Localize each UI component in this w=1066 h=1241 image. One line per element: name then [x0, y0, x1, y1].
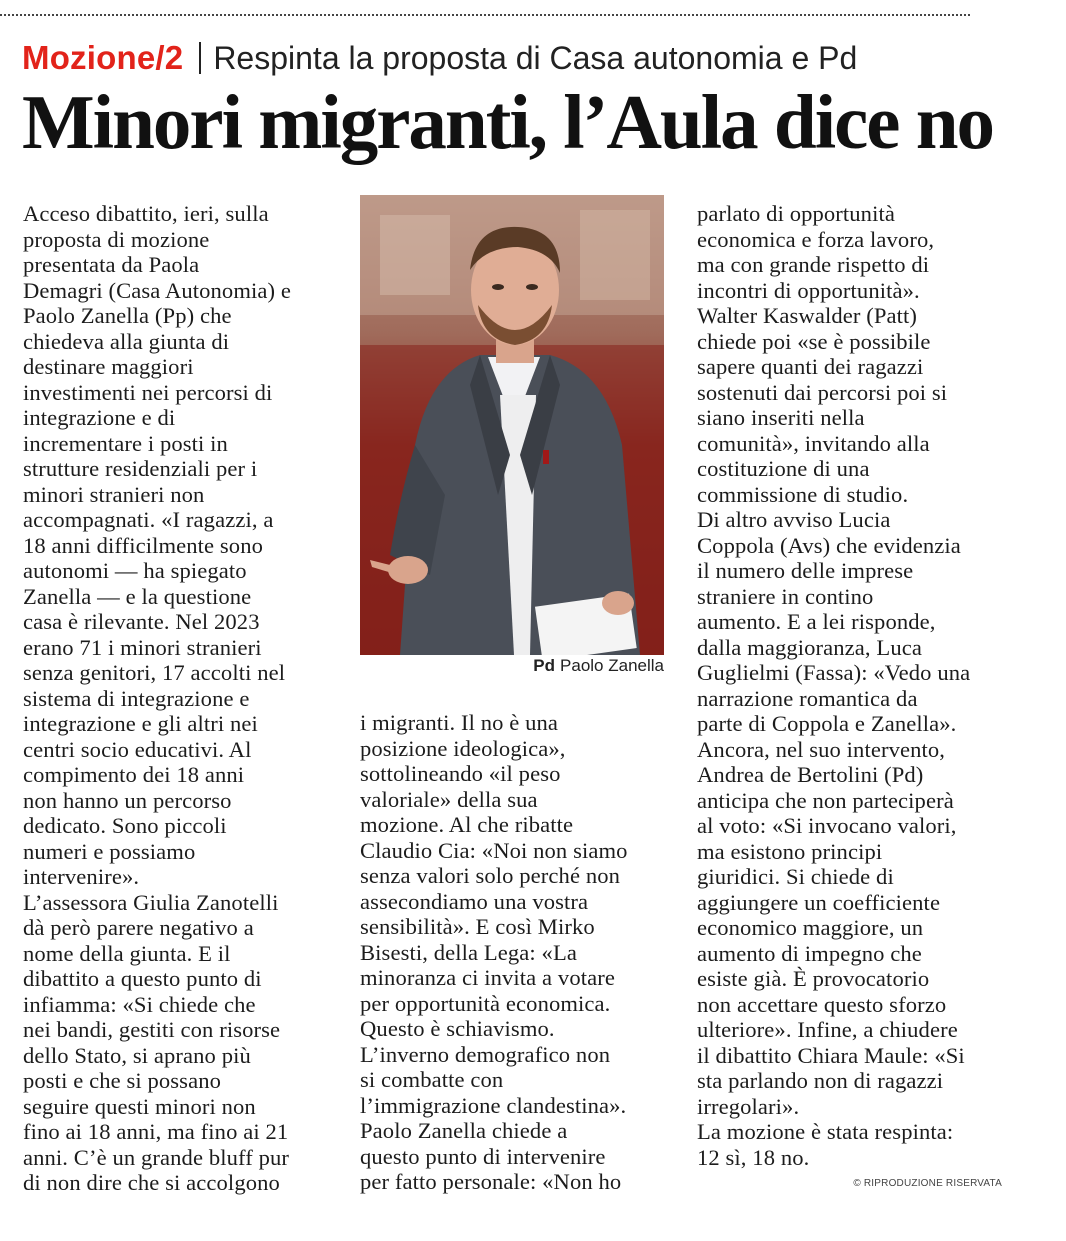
article-photo	[360, 195, 664, 655]
article-column-1: Acceso dibattito, ieri, sulla proposta di mozione presentata da Paola Demagri (Casa Autonomia) e Paolo Zanella (Pp) che chiedeva alla giunta di destinare maggiori investimenti nei percorsi di integrazione e di incrementare i posti in strutture residenziali per i minori stranieri non accompagnati. «I ragazzi, a 18 anni difficilmente sono autonomi — ha spiegato Zanella — e la questione casa è rilevante. Nel 2023 erano 71 i minori stranieri senza genitori, 17 accolti nel sistema di integrazione e integrazione e gli altri nei centri socio educativi. Al compimento dei 18 anni non hanno un percorso dedicato. Sono piccoli numeri e possiamo intervenire». L’assessora Giulia Zanotelli dà però parere negativo a nome della giunta. E il dibattito a questo punto di infiamma: «Si chiede che nei bandi, gestiti con risorse dello Stato, si aprano più posti e che si possano seguire questi minori non fino ai 18 anni, ma fino ai 21 anni. C’è un grande bluff pur di non dire che si accolgono	[23, 201, 291, 1195]
article-column-2: i migranti. Il no è una posizione ideologica», sottolineando «il peso valoriale» della sua mozione. Al che ribatte Claudio Cia: «Noi non siamo senza valori solo perché non assecondiamo una vostra sensibilità». E così Mirko Bisesti, della Lega: «La minoranza ci invita a votare per opportunità economica. Questo è schiavismo. L’inverno demografico non si combatte con l’immigrazione clandestina». Paolo Zanella chiede a questo punto di intervenire per fatto personale: «Non ho	[360, 710, 628, 1194]
copyright-notice: © RIPRODUZIONE RISERVATA	[853, 1178, 1002, 1189]
kicker-subtitle: Respinta la proposta di Casa autonomia e Pd	[213, 39, 858, 76]
article-column-3: parlato di opportunità economica e forza lavoro, ma con grande rispetto di incontri di opportunità». Walter Kaswalder (Patt) chiede poi «se è possibile sapere quanti dei ragazzi sostenuti dai percorsi poi si siano inseriti nella comunità», invitando alla costituzione di una commissione di studio. Di altro avviso Lucia Coppola (Avs) che evidenzia il numero delle imprese straniere in contino aumento. E a lei risponde, dalla maggioranza, Luca Guglielmi (Fassa): «Vedo una narrazione romantica da parte di Coppola e Zanella». Ancora, nel suo intervento, Andrea de Bertolini (Pd) anticipa che non parteciperà al voto: «Si invocano valori, ma esistono principi giuridici. Si chiede di aggiungere un coefficiente economico maggiore, un aumento di impegno che esiste già. È provocatorio non accettare questo sforzo ulteriore». Infine, a chiudere il dibattito Chiara Maule: «Si sta parlando non di ragazzi irregolari». La mozione è stata respinta: 12 sì, 18 no.	[697, 201, 971, 1170]
photo-caption	[360, 656, 664, 680]
caption-name: Paolo Zanella	[560, 656, 664, 675]
caption-party: Pd	[533, 656, 556, 675]
headline: Minori migranti, l’Aula dice no	[22, 79, 994, 165]
speaker-illustration	[360, 195, 664, 655]
kicker-label: Mozione/2	[22, 39, 184, 76]
